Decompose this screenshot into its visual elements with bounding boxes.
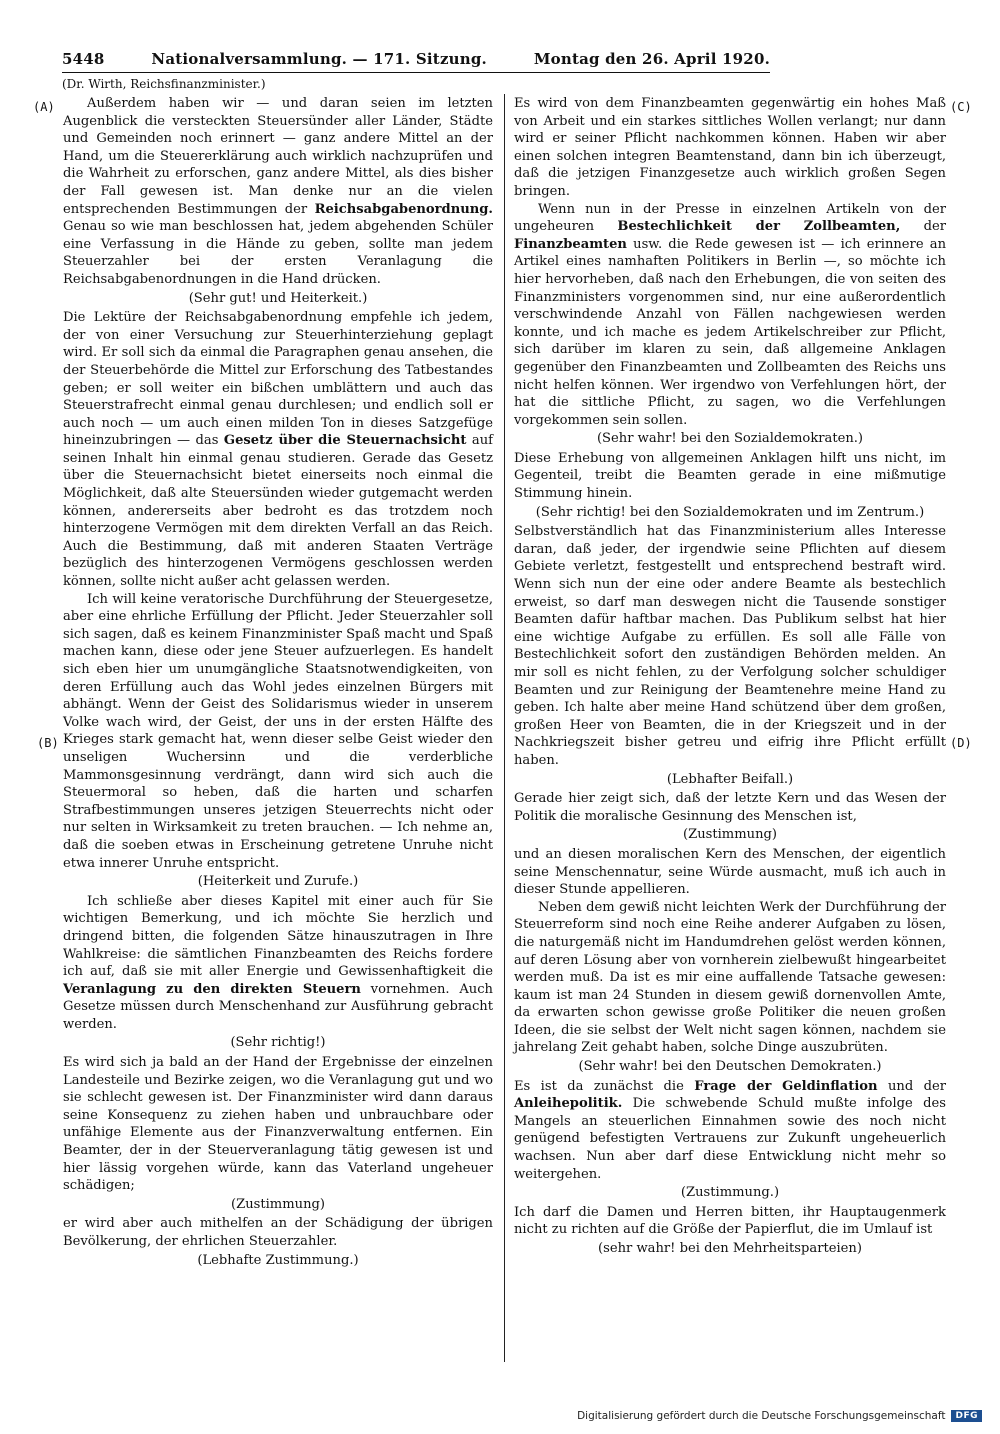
- text-run: Selbstverständlich hat das Finanzministerium alles Interesse daran, daß jeder, der irgendwie seine Pflichten auf diesem Gebiete verletzt, festgestellt und entsprechend bestraft wird. Wenn sich nun der eine oder andere Beamte als bestechlich erweist, so darf man deswegen nicht die Tausende sonstiger Beamten dafür haftbar machen. Das Publikum selbst hat hier eine wichtige Aufgabe zu erfüllen. Es soll alle Fälle von Bestechlichkeit sofort den zuständigen Behörden melden. An mir soll es nicht fehlen, zu der Verfolgung solcher schuldiger Beamten und zur Reinigung der Beamtenehre meine Hand zu geben. Ich halte aber meine Hand schützend über dem großen, großen Heer von Beamten, die in der Kriegszeit und in der Nachkriegszeit bisher getreu und eifrig ihre Pflicht erfüllt haben.: [514, 524, 946, 768]
- text-run: auf seinen Inhalt hin einmal genau studieren. Gerade das Gesetz über die Steuernachsicht bietet einerseits noch einmal die Möglichkeit, daß alte Steuersünden wieder gutgemacht werden können, andererseits aber bedroht es das trotzdem noch hinterzogene Vermögen mit dem direkten Verfall an das Reich. Auch die Bestimmung, daß mit anderen Staaten Verträge bezüglich des hinterzogenen Vermögens geschlossen werden können, sollte nicht außer acht gelassen werden.: [63, 433, 493, 590]
- text-run: Genau so wie man beschlossen hat, jedem abgehenden Schüler eine Verfassung in die Hände zu geben, sollte man jedem Steuerzahler bei der ersten Veranlagung die Reichsabgabenordnungen in die Hand drücken.: [63, 219, 493, 287]
- paragraph: [514, 790, 946, 825]
- text-run: er wird aber auch mithelfen an der Schädigung der übrigen Bevölkerung, der ehrlichen Steuerzahler.: [63, 1216, 493, 1249]
- text-run: Diese Erhebung von allgemeinen Anklagen hilft uns nicht, im Gegenteil, treibt die Beamten gerade in eine mißmutige Stimmung hinein.: [514, 450, 946, 502]
- interjection: (Lebhafter Beifall.): [666, 771, 794, 787]
- emphasized-term: Reichsabgabenordnung.: [314, 201, 493, 217]
- margin-marker-d: (D): [950, 736, 972, 750]
- paragraph: [63, 591, 493, 873]
- text-run: Wenn nun in der Presse in einzelnen Artikeln von der ungeheuren: [514, 201, 946, 235]
- paragraph: [63, 309, 493, 591]
- paragraph: [63, 95, 493, 289]
- text-run: Ich schließe aber dieses Kapitel mit einer auch für Sie wichtigen Bemerkung, und ich möchte Sie herzlich und dringend bitten, die folgenden Sätze hinauszutragen in Ihre Wahlkreise: die sämtlichen Finanzbeamten des Reichs fordere ich auf, daß sie mit aller Energie und Gewissenhaftigkeit die: [63, 893, 493, 980]
- emphasized-term: Bestechlichkeit der Zollbeamten,: [617, 219, 901, 235]
- header-title: Nationalversammlung. — 171. Sitzung.: [151, 50, 487, 68]
- interjection: (Sehr richtig!): [230, 1035, 326, 1051]
- text-run: der: [900, 219, 946, 235]
- paragraph: [514, 899, 946, 1057]
- column-divider: [504, 94, 505, 1362]
- text-run: Es wird von dem Finanzbeamten gegenwärtig ein hohes Maß von Arbeit und ein starkes sittliches Wollen verlangt; nur dann wird er seiner Pflicht nachkommen können. Haben wir aber einen solchen integren Beamtenstand, dann bin ich überzeugt, daß die jetzigen Finanzgesetze auch wirklich großen Segen bringen.: [514, 96, 946, 199]
- footer-credit: [577, 1410, 982, 1422]
- footer-credit-text: Digitalisierung gefördert durch die Deutsche Forschungsgemeinschaft: [577, 1410, 946, 1422]
- page-header: [62, 50, 770, 68]
- emphasized-term: Anleihepolitik.: [514, 1096, 623, 1112]
- text-run: und an diesen moralischen Kern des Menschen, der eigentlich seine Menschennatur, seine Würde ausmacht, muß ich auch in dieser Stunde appellieren.: [514, 846, 946, 898]
- emphasized-term: Veranlagung zu den direkten Steuern: [63, 981, 361, 997]
- header-date: Montag den 26. April 1920.: [533, 50, 770, 68]
- text-run: Es wird sich ja bald an der Hand der Ergebnisse der einzelnen Landesteile und Bezirke zeigen, wo die Veranlagung gut und wo sie schlecht gewesen ist. Der Finanzminister wird dann daraus seine Konsequenz zu ziehen haben und unbrauchbare oder unfähige Elemente aus der Finanzverwaltung entfernen. Ein Beamter, der in der Steuerveranlagung tätig gewesen ist und hier lässig vorgehen würde, kann das Vaterland ungeheuer schädigen;: [63, 1055, 493, 1194]
- paragraph: [514, 523, 946, 769]
- margin-marker-a: (A): [33, 100, 55, 114]
- text-run: Die Lektüre der Reichsabgabenordnung empfehle ich jedem, der von einer Versuchung zur Steuerhinterziehung geplagt wird. Er soll sich da einmal die Paragraphen genau ansehen, die der Steuerbehörde die Mittel zur Erforschung des Tatbestandes geben; er soll weiter ein bißchen umblättern und auch das Steuerstrafrecht einmal genau durchlesen; und endlich soll er auch noch — um auch einen milden Ton in dieses Satzgefüge hineinzubringen — das: [63, 310, 493, 449]
- paragraph: [514, 1078, 946, 1184]
- paragraph: [514, 201, 946, 430]
- interjection: (sehr wahr! bei den Mehrheitsparteien): [598, 1241, 862, 1256]
- paragraph: [514, 1204, 946, 1239]
- interjection: (Zustimmung): [683, 827, 777, 843]
- left-column: [63, 95, 493, 1271]
- header-rule: [62, 72, 770, 73]
- text-run: vornehmen. Auch Gesetze müssen durch Menschenhand zur Ausführung gebracht werden.: [63, 981, 493, 1032]
- interjection: (Sehr gut! und Heiterkeit.): [188, 290, 368, 306]
- paragraph: [514, 846, 946, 899]
- text-run: usw. die Rede gewesen ist — ich erinnere an Artikel eines namhaften Politikers in Berlin —, so möchte ich hier hervorheben, daß nach den Erhebungen, die von seiten des Finanzministers vorgenommen sind, nur eine außerordentlich verschwindende Anzahl von Fällen nachgewiesen werden konnte, und ich mache es jedem Artikelschreiber zur Pflicht, sich darüber im klaren zu sein, daß allgemeine Anklagen gegenüber den Finanzbeamten und Zollbeamten des Reichs uns nicht helfen können. Wer irgendwo von Verfehlungen hört, der hat die sittliche Pflicht, zu sagen, wo die Verfehlungen vorgekommen sein sollen.: [514, 236, 946, 428]
- paragraph: [63, 893, 493, 1034]
- page-number: 5448: [62, 50, 105, 68]
- text-run: und der: [877, 1078, 947, 1094]
- paragraph: [514, 450, 946, 503]
- text-run: Gerade hier zeigt sich, daß der letzte Kern und das Wesen der Politik die moralische Gesinnung des Menschen ist,: [514, 791, 946, 824]
- paragraph: [63, 1054, 493, 1195]
- text-run: Die schwebende Schuld mußte infolge des Mangels an steuerlichen Einnahmen sowie des noch nicht genügend befestigten Vertrauens zur Zukunft ungeheuerlich wachsen. Nun aber darf diese Entwicklung nicht mehr so weitergehen.: [514, 1096, 946, 1182]
- interjection: (Lebhafte Zustimmung.): [197, 1252, 359, 1268]
- interjection: (Sehr richtig! bei den Sozialdemokraten und im Zentrum.): [535, 504, 925, 520]
- right-column: [514, 95, 946, 1260]
- interjection: (Zustimmung): [231, 1196, 325, 1212]
- text-run: Ich will keine veratorische Durchführung der Steuergesetze, aber eine ehrliche Erfüllung der Pflicht. Jeder Steuerzahler soll sich sagen, daß es keinem Finanzminister Spaß macht und Spaß machen kann, diese oder jene Steuer aufzuerlegen. Es handelt sich eben hier um unumgängliche Staatsnotwendigkeiten, von deren Erfüllung auch das Wohl jedes einzelnen Bürgers mit abhängt. Wenn der Geist des Solidarismus wieder in unserem Volke wach wird, der Geist, der uns in der ersten Hälfte des Krieges stark gemacht hat, wenn dieser selbe Geist wieder den unseligen Wuchersinn und die verderbliche Mammonsgesinnung verdrängt, dann wird sich auch die Steuermoral so heben, daß die harten und scharfen Strafbestimmungen unseres jetzigen Steuerrechts nicht oder nur selten in Wirksamkeit zu treten brauchen. — Ich nehme an, daß die soeben etwas in Erscheinung getretene Unruhe nicht etwa innerer Unruhe entspricht.: [63, 591, 493, 871]
- text-run: Außerdem haben wir — und daran seien im letzten Augenblick die versteckten Steuersünder aller Länder, Städte und Gemeinden noch erinnert — ganz andere Mittel an der Hand, um die Steuererklärung auch wirklich nachzuprüfen und die Wahrheit zu erforschen, ganz andere Mittel, als dies bisher der Fall gewesen ist. Man denke nur an die vielen entsprechenden Bestimmungen der: [63, 96, 493, 217]
- interjection: (Sehr wahr! bei den Deutschen Demokraten.): [578, 1059, 882, 1075]
- interjection: (Sehr wahr! bei den Sozialdemokraten.): [596, 431, 864, 447]
- emphasized-term: Frage der Geldinflation: [694, 1078, 878, 1094]
- dfg-logo: DFG: [951, 1410, 982, 1422]
- emphasized-term: Gesetz über die Steuernachsicht: [223, 433, 467, 449]
- emphasized-term: Finanzbeamten: [514, 236, 627, 252]
- margin-marker-b: (B): [37, 736, 59, 750]
- text-run: Ich darf die Damen und Herren bitten, ihr Hauptaugenmerk nicht zu richten auf die Größe der Papierflut, die im Umlauf ist: [514, 1204, 946, 1238]
- speaker-line: (Dr. Wirth, Reichsfinanzminister.): [62, 77, 266, 91]
- interjection: (Zustimmung.): [680, 1185, 780, 1201]
- paragraph: [514, 95, 946, 201]
- margin-marker-c: (C): [950, 100, 972, 114]
- text-run: Neben dem gewiß nicht leichten Werk der Durchführung der Steuerreform sind noch eine Reihe anderer Aufgaben zu lösen, die naturgemäß nicht im Handumdrehen gelöst werden können, auf deren Lösung aber von vornherein zielbewußt hingearbeitet werden muß. Da ist es mir eine auffallende Tatsache gewesen: kaum ist man 24 Stunden in diesem gewiß dornenvollen Amte, da erwarten schon gewisse große Politiker die neuen großen Ideen, die sie selbst der Welt nicht sagen können, nachdem sie jahrelang Zeit gehabt haben, solche Dinge auszubrüten.: [514, 899, 946, 1056]
- paragraph: [63, 1215, 493, 1250]
- interjection: (Heiterkeit und Zurufe.): [197, 874, 359, 890]
- text-run: Es ist da zunächst die: [514, 1078, 695, 1094]
